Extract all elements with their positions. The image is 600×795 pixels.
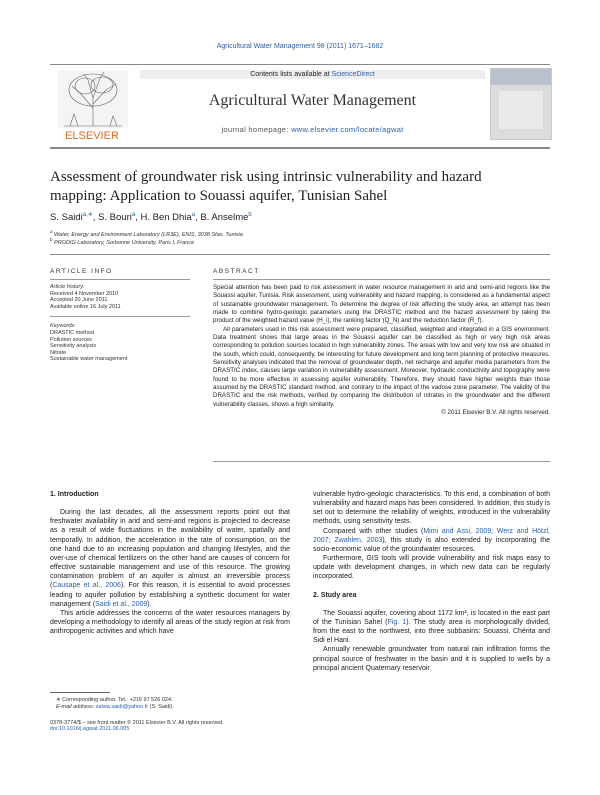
journal-reference[interactable]: Agricultural Water Management 98 (2011) 1671–1682 <box>216 43 384 50</box>
sciencedirect-link[interactable]: ScienceDirect <box>331 71 375 78</box>
corresponding-author: ∗ Corresponding author. Tel.: +216 97 526 024. <box>56 697 173 703</box>
header-bottom-rule <box>50 147 550 149</box>
keywords-label: Keywords: <box>50 323 76 330</box>
footnote-rule <box>50 692 110 693</box>
footnotes <box>50 697 300 733</box>
author: B. Anselme <box>200 212 249 224</box>
author-affiliation-mark[interactable]: a,∗ <box>82 212 93 218</box>
author: S. Bouri <box>98 212 132 224</box>
article-info-heading: ARTICLE INFO <box>50 268 113 275</box>
citation-link[interactable]: Causape et al., 2006 <box>52 582 121 590</box>
keyword: DRASTIC method <box>50 329 95 336</box>
body-paragraph: vulnerable hydro-geologic characteristics. To this end, a combination of both vulnerability and hazard maps has been considered. In addition, this study is set out to determine the reliability of weights, introduced in the vulnerability methods, using sensitivity tests. <box>313 491 550 526</box>
elsevier-tree-icon <box>50 68 135 144</box>
citation-link[interactable]: Mimi and Assi, 2009; Werz and Hötzl, 2007; Zwahlen, 2003 <box>313 527 550 544</box>
history-accepted: Accepted 20 June 2011 <box>50 297 108 304</box>
issn-line: 0378-3774/$ – see front matter © 2011 Elsevier B.V. All rights reserved. <box>50 719 224 726</box>
author: S. Saidi <box>50 212 83 224</box>
author-affiliation-mark[interactable]: a <box>191 212 196 218</box>
citation-link[interactable]: Saidi et al., 2009 <box>95 600 148 608</box>
email-line: E-mail address: salwa.saidi@yahoo.fr (S. Saidi). <box>56 703 174 710</box>
author-affiliation-mark[interactable]: b <box>248 212 252 218</box>
journal-homepage: journal homepage: www.elsevier.com/locate/agwat <box>221 125 404 134</box>
article-info <box>50 284 190 363</box>
abstract-heading: ABSTRACT <box>213 268 260 275</box>
doi-link[interactable]: doi:10.1016/j.agwat.2011.06.005 <box>50 726 130 733</box>
history-online: Available online 16 July 2011 <box>50 303 121 310</box>
keyword: Sensitivity analysis <box>50 343 97 350</box>
keyword: Nitrate <box>50 349 67 356</box>
article-title: Assessment of groundwater risk using intrinsic vulnerability and hazard mapping: Application to Souassi aquifer, Tunisian Sahel <box>50 169 482 204</box>
section-heading: 1. Introduction <box>50 491 99 498</box>
abstract-paragraph: All parameters used in this risk assessment were prepared, classified, weighted and integrated in a GIS environment. Data treatment shows that large areas in the Souassi aquifer can be classified as high or very high risk areas corresponding to pollution sources located in high vulnerability zones. The areas with low and very low risk are situated in the south, which could, consequently, be interesting for future development and long term planning of protective measures. Sensitivity analyses indicated that the removal of groundwater depth, net recharge and aquifer media parameters from the DRASTIC index, causes large variation in vulnerability assessment. Moreover, hydraulic conductivity and topography were found to be more effective in assessing aquifer vulnerability. Therefore, they should have higher weights than those assumed by the DRASTIC standard method, and contrary to the impact of the vadose zone parameter. The validity of the DRASTIC and the risk methods, verified by comparing the distribution of nitrates in the groundwater and the different vulnerability classes, shows a high similarity. <box>213 325 550 408</box>
keyword: Sustainable water management <box>50 356 128 363</box>
affiliation: $^a$ Water, Energy and Environment Laboratory (LR3E), ENIS, 3038 Sfax, Tunisia <box>50 229 243 238</box>
affiliation: $^b$ PRODIG Laboratory, Sorbonne University, Paris I, France <box>50 237 195 246</box>
body-paragraph: Annually renewable groundwater from natural rain infiltration forms the principal source of freshwater in the basin and it is supplied to wells by a principal ancient Quaternary reservoir. <box>313 646 550 672</box>
section-heading: 2. Study area <box>313 591 357 599</box>
abstract-bottom-rule <box>213 461 550 462</box>
keyword: Pollution sources <box>50 336 92 343</box>
figure-link[interactable]: Fig. 1 <box>387 618 407 626</box>
journal-cover-thumbnail <box>490 68 552 140</box>
journal-title: Agricultural Water Management <box>208 92 417 109</box>
author: H. Ben Dhia <box>140 212 192 224</box>
right-column <box>313 490 550 673</box>
article-info-rule <box>50 279 190 280</box>
history-received: Received 4 November 2010 <box>50 290 119 297</box>
body-paragraph: Compared with other studies (Mimi and Assi, 2009; Werz and Hötzl, 2007; Zwahlen, 2003), this study is also extended by incorporating the socio-economic value of the groundwater resources. <box>313 527 550 553</box>
elsevier-logo <box>50 68 135 144</box>
history-label: Article history: <box>50 284 85 290</box>
abstract-paragraph: Special attention has been paid to risk assessment in water resource management in arid and semi-arid regions like the Souassi aquifer, Tunisia. Risk assessment, using vulnerability and hazard mapping, is considered as a fundamental aspect of sustainable groundwater management. To determine the degree of risk affecting the study area, an attempt has been made to combine hydro-geologic parameters using the DRASTIC method and the hazard assessment by taking the product of the weighted hazard value (H_i), the ranking factor (Q_N) and the reduction factor (R_f). <box>213 284 550 325</box>
homepage-link[interactable]: www.elsevier.com/locate/agwat <box>291 125 404 134</box>
header-top-rule <box>50 64 550 65</box>
affiliation-rule <box>50 254 550 255</box>
email-link[interactable]: salwa.saidi@yahoo.fr <box>95 703 149 710</box>
body-paragraph: The Souassi aquifer, covering about 1172 km², is located in the east part of the Tunisian Sahel (Fig. 1). The study area is morphologically divided, from the east to the northwest, into three subbasins: Souassi, Chérita and Sidi el Hani. <box>313 609 550 645</box>
left-column <box>50 490 290 636</box>
contents-availability: Contents lists available at ScienceDirect <box>140 70 485 79</box>
body-paragraph: Furthermore, GIS tools will provide vulnerability and risk maps easy to update with development changes, in which new data can be regularly incorporated. <box>313 555 550 581</box>
abstract-rule <box>213 279 550 280</box>
copyright: © 2011 Elsevier B.V. All rights reserved. <box>441 409 550 417</box>
body-paragraph: This article addresses the concerns of the water resources managers by developing a methodology to identify all areas of the study region at risk from anthropogenic activities and which have <box>50 609 290 636</box>
elsevier-wordmark: ELSEVIER <box>65 130 119 142</box>
author-affiliation-mark[interactable]: a <box>131 212 136 218</box>
author-list: S. Saidi$^{a,∗}$, S. Bouri$^a$, H. Ben Dhia$^a$, B. Anselme$^b$ <box>50 212 252 224</box>
abstract <box>213 284 550 418</box>
body-paragraph: During the last decades, all the assessment reports point out that freshwater availability in arid and semi-arid regions is projected to decrease as a result of wide fluctuations in the availability of water, spatially and temporally. In addition, the acceleration in the rate of consumption, on the one hand due to an increasing population and changing lifestyles, and the over-use of chemical fertilizers on the other hand are causes of concern for effective sustainable management and use of this resource. The growing contamination problem of an aquifer is almost an irreversible process (Causape et al., 2006). For this reason, it is essential to avoid processes leading to aquifer pollution by establishing a synthetic document for water management (Saidi et al., 2009). <box>50 509 290 608</box>
